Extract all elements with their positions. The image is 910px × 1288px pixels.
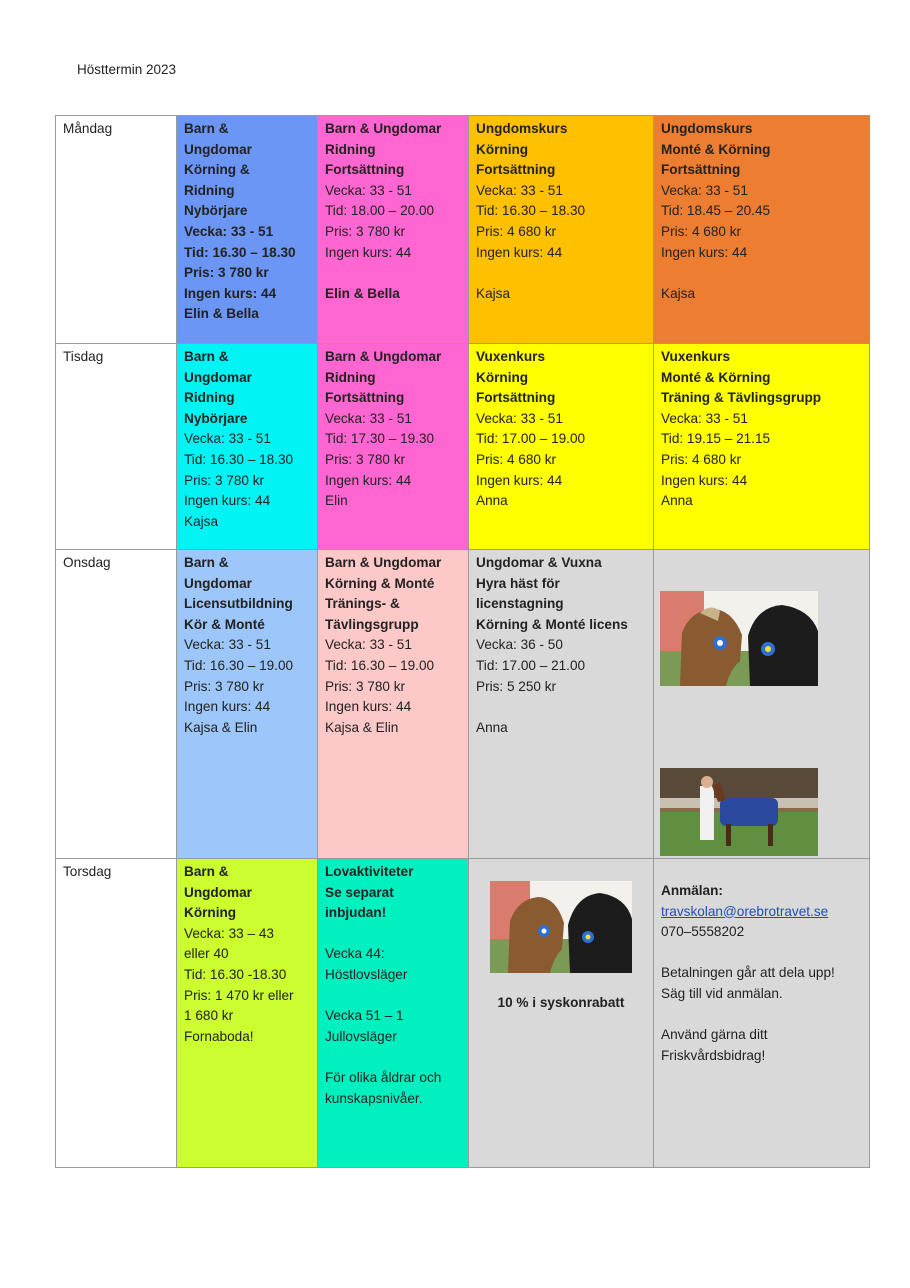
course-cell xyxy=(654,344,870,550)
course-title-line: Barn & xyxy=(184,555,229,570)
course-cell xyxy=(469,550,654,859)
discount-cell xyxy=(469,859,654,1168)
horse-heads-photo xyxy=(660,591,818,686)
course-title-line: Monté & Körning xyxy=(661,369,771,385)
course-title-line: Fortsättning xyxy=(476,390,556,406)
course-line: Tid: 16.30 – 18.30 xyxy=(476,203,586,219)
course-title-line: Ridning xyxy=(325,141,376,157)
day-label: Måndag xyxy=(56,116,177,344)
info-line: Säg till vid anmälan. xyxy=(661,985,783,1001)
course-line: Ingen kurs: 44 xyxy=(661,244,748,260)
course-line: Tid: 17.00 – 19.00 xyxy=(476,431,586,447)
course-line: Vecka 44: xyxy=(325,946,385,962)
row-wednesday xyxy=(56,550,870,859)
course-line: Elin xyxy=(325,493,348,509)
course-line: Tid: 18.00 – 20.00 xyxy=(325,203,435,219)
course-cell xyxy=(654,116,870,344)
course-line: Ungdomar xyxy=(184,141,252,157)
course-line: Kajsa & Elin xyxy=(184,719,258,735)
contact-cell xyxy=(654,859,870,1168)
course-line: Tid: 16.30 – 18.30 xyxy=(184,451,294,467)
course-line: Anna xyxy=(661,493,693,509)
course-line: Pris: 4 680 kr xyxy=(661,451,742,467)
course-line: Vecka: 36 - 50 xyxy=(476,637,563,653)
info-line: Betalningen går att dela upp! xyxy=(661,965,835,981)
course-line: Höstlovsläger xyxy=(325,966,408,982)
course-title-line: Ungdomar xyxy=(184,369,252,385)
course-line: Vecka: 33 - 51 xyxy=(184,223,274,239)
course-line: kunskapsnivåer. xyxy=(325,1090,423,1106)
course-line: Vecka: 33 - 51 xyxy=(325,410,412,426)
day-label: Torsdag xyxy=(56,859,177,1168)
course-title-line: Kör & Monté xyxy=(184,616,265,632)
course-title-line: Körning & Monté xyxy=(325,575,435,591)
course-cell xyxy=(318,344,469,550)
course-title-line: Barn & xyxy=(184,864,229,879)
course-line: Tid: 18.45 – 20.45 xyxy=(661,203,771,219)
row-tuesday xyxy=(56,344,870,550)
course-line: Vecka: 33 - 51 xyxy=(476,182,563,198)
course-line: Ingen kurs: 44 xyxy=(184,285,277,301)
phone-number: 070–5558202 xyxy=(661,924,745,940)
course-line: Ingen kurs: 44 xyxy=(325,472,412,488)
course-line: Kajsa xyxy=(184,513,219,529)
course-line: Vecka: 33 - 51 xyxy=(476,410,563,426)
row-thursday xyxy=(56,859,870,1168)
course-title-line: Barn & xyxy=(184,349,229,364)
course-title-line: Träning & Tävlingsgrupp xyxy=(661,390,822,406)
course-line: Tid: 17.00 – 21.00 xyxy=(476,657,586,673)
course-line: Ingen kurs: 44 xyxy=(661,472,748,488)
course-line: Körning & xyxy=(184,162,250,178)
course-line: Pris: 4 680 kr xyxy=(476,451,557,467)
course-cell xyxy=(177,344,318,550)
course-line: Ingen kurs: 44 xyxy=(476,244,563,260)
course-line: Fornaboda! xyxy=(184,1028,254,1044)
course-line: Vecka: 33 - 51 xyxy=(325,637,412,653)
row-monday xyxy=(56,116,870,344)
course-line: Vecka: 33 – 43 xyxy=(184,925,274,941)
course-line: Pris: 3 780 kr xyxy=(325,451,406,467)
course-title-line: Fortsättning xyxy=(476,162,556,178)
course-title-line: Barn & Ungdomar xyxy=(325,349,442,364)
course-cell xyxy=(318,550,469,859)
course-line: Vecka 51 – 1 xyxy=(325,1008,404,1024)
course-line: Jullovsläger xyxy=(325,1028,397,1044)
course-title-line: Ridning xyxy=(325,369,376,385)
course-line: Anna xyxy=(476,493,508,509)
course-line: Barn & xyxy=(184,121,229,136)
horse-heads-photo xyxy=(490,881,632,973)
course-cell xyxy=(318,859,469,1168)
course-line: Pris: 4 680 kr xyxy=(661,223,742,239)
info-line: Använd gärna ditt xyxy=(661,1027,768,1043)
course-line: Ingen kurs: 44 xyxy=(184,699,271,715)
course-title-line: Nybörjare xyxy=(184,410,248,426)
course-line: Nybörjare xyxy=(184,203,248,219)
course-title-line: Barn & Ungdomar xyxy=(325,555,442,570)
course-line: Pris: 3 780 kr xyxy=(184,265,269,281)
course-title-line: Körning xyxy=(476,141,529,157)
course-line: Ridning xyxy=(184,182,235,198)
course-line: Tid: 16.30 – 19.00 xyxy=(325,657,435,673)
horse-blanket-photo xyxy=(660,768,818,856)
course-line: Pris: 5 250 kr xyxy=(476,678,557,694)
course-title-line: Vuxenkurs xyxy=(476,349,546,364)
course-line: Ingen kurs: 44 xyxy=(325,699,412,715)
course-teacher: Kajsa xyxy=(661,285,696,301)
course-line: Ingen kurs: 44 xyxy=(476,472,563,488)
course-line: Vecka: 33 - 51 xyxy=(184,637,271,653)
course-cell xyxy=(177,550,318,859)
email-link[interactable]: travskolan@orebrotravet.se xyxy=(661,903,829,919)
course-title-line: Ungdomar xyxy=(184,884,252,900)
course-cell xyxy=(177,859,318,1168)
course-line: Pris: 3 780 kr xyxy=(325,678,406,694)
day-label: Tisdag xyxy=(56,344,177,550)
course-title-line: Ungdomar & Vuxna xyxy=(476,555,602,570)
course-title-line: Ungdomar xyxy=(184,575,252,591)
course-teacher: Kajsa xyxy=(476,285,511,301)
course-line: Vecka: 33 - 51 xyxy=(184,431,271,447)
course-cell xyxy=(177,116,318,344)
course-title-line: Se separat xyxy=(325,884,394,900)
course-title-line: Fortsättning xyxy=(325,162,405,178)
course-title-line: Tävlingsgrupp xyxy=(325,616,419,632)
course-title-line: Hyra häst för xyxy=(476,575,560,591)
course-line: Pris: 1 470 kr eller xyxy=(184,987,294,1003)
course-title-line: Fortsättning xyxy=(661,162,741,178)
course-line: Pris: 4 680 kr xyxy=(476,223,557,239)
course-title-line: Lovaktiviteter xyxy=(325,864,414,879)
course-line: Ingen kurs: 44 xyxy=(184,493,271,509)
course-title-line: Barn & Ungdomar xyxy=(325,121,442,136)
course-title-line: Körning & Monté licens xyxy=(476,616,628,632)
course-line: Kajsa & Elin xyxy=(325,719,399,735)
course-title-line: Körning xyxy=(476,369,529,385)
course-line: Tid: 17.30 – 19.30 xyxy=(325,431,435,447)
course-lines xyxy=(184,119,310,325)
course-title-line: Ungdomskurs xyxy=(661,121,753,136)
course-title-line: Tränings- & xyxy=(325,596,400,612)
course-teacher: Elin & Bella xyxy=(325,285,400,301)
course-title-line: Körning xyxy=(184,905,237,921)
page-title: Hösttermin 2023 xyxy=(77,62,177,77)
course-line: Tid: 19.15 – 21.15 xyxy=(661,431,771,447)
course-line: Ingen kurs: 44 xyxy=(325,244,412,260)
course-line: Tid: 16.30 -18.30 xyxy=(184,966,287,982)
course-line: Pris: 3 780 kr xyxy=(325,223,406,239)
course-title-line: Ungdomskurs xyxy=(476,121,568,136)
course-cell xyxy=(469,116,654,344)
course-line: Pris: 3 780 kr xyxy=(184,678,265,694)
course-title-line: Licensutbildning xyxy=(184,596,293,612)
course-line: Vecka: 33 - 51 xyxy=(661,182,748,198)
course-line: eller 40 xyxy=(184,946,229,962)
course-title-line: licenstagning xyxy=(476,596,564,612)
course-line: Elin & Bella xyxy=(184,306,259,322)
course-cell xyxy=(318,116,469,344)
schedule-table xyxy=(55,115,870,1168)
course-title-line: Vuxenkurs xyxy=(661,349,731,364)
course-title-line: Ridning xyxy=(184,390,235,406)
course-cell xyxy=(469,344,654,550)
course-title-line: Monté & Körning xyxy=(661,141,771,157)
course-title-line: Fortsättning xyxy=(325,390,405,406)
course-line: 1 680 kr xyxy=(184,1008,234,1024)
course-line: Tid: 16.30 – 18.30 xyxy=(184,244,296,260)
course-line: För olika åldrar och xyxy=(325,1069,442,1085)
course-line: Vecka: 33 - 51 xyxy=(661,410,748,426)
sibling-discount: 10 % i syskonrabatt xyxy=(497,995,625,1010)
course-title-line: inbjudan! xyxy=(325,905,387,921)
photo-cell xyxy=(654,550,870,859)
course-line: Pris: 3 780 kr xyxy=(184,472,265,488)
course-teacher: Anna xyxy=(476,719,508,735)
contact-heading: Anmälan: xyxy=(661,883,723,898)
day-label: Onsdag xyxy=(56,550,177,859)
course-line: Tid: 16.30 – 19.00 xyxy=(184,657,294,673)
course-line: Vecka: 33 - 51 xyxy=(325,182,412,198)
info-line: Friskvårdsbidrag! xyxy=(661,1047,766,1063)
